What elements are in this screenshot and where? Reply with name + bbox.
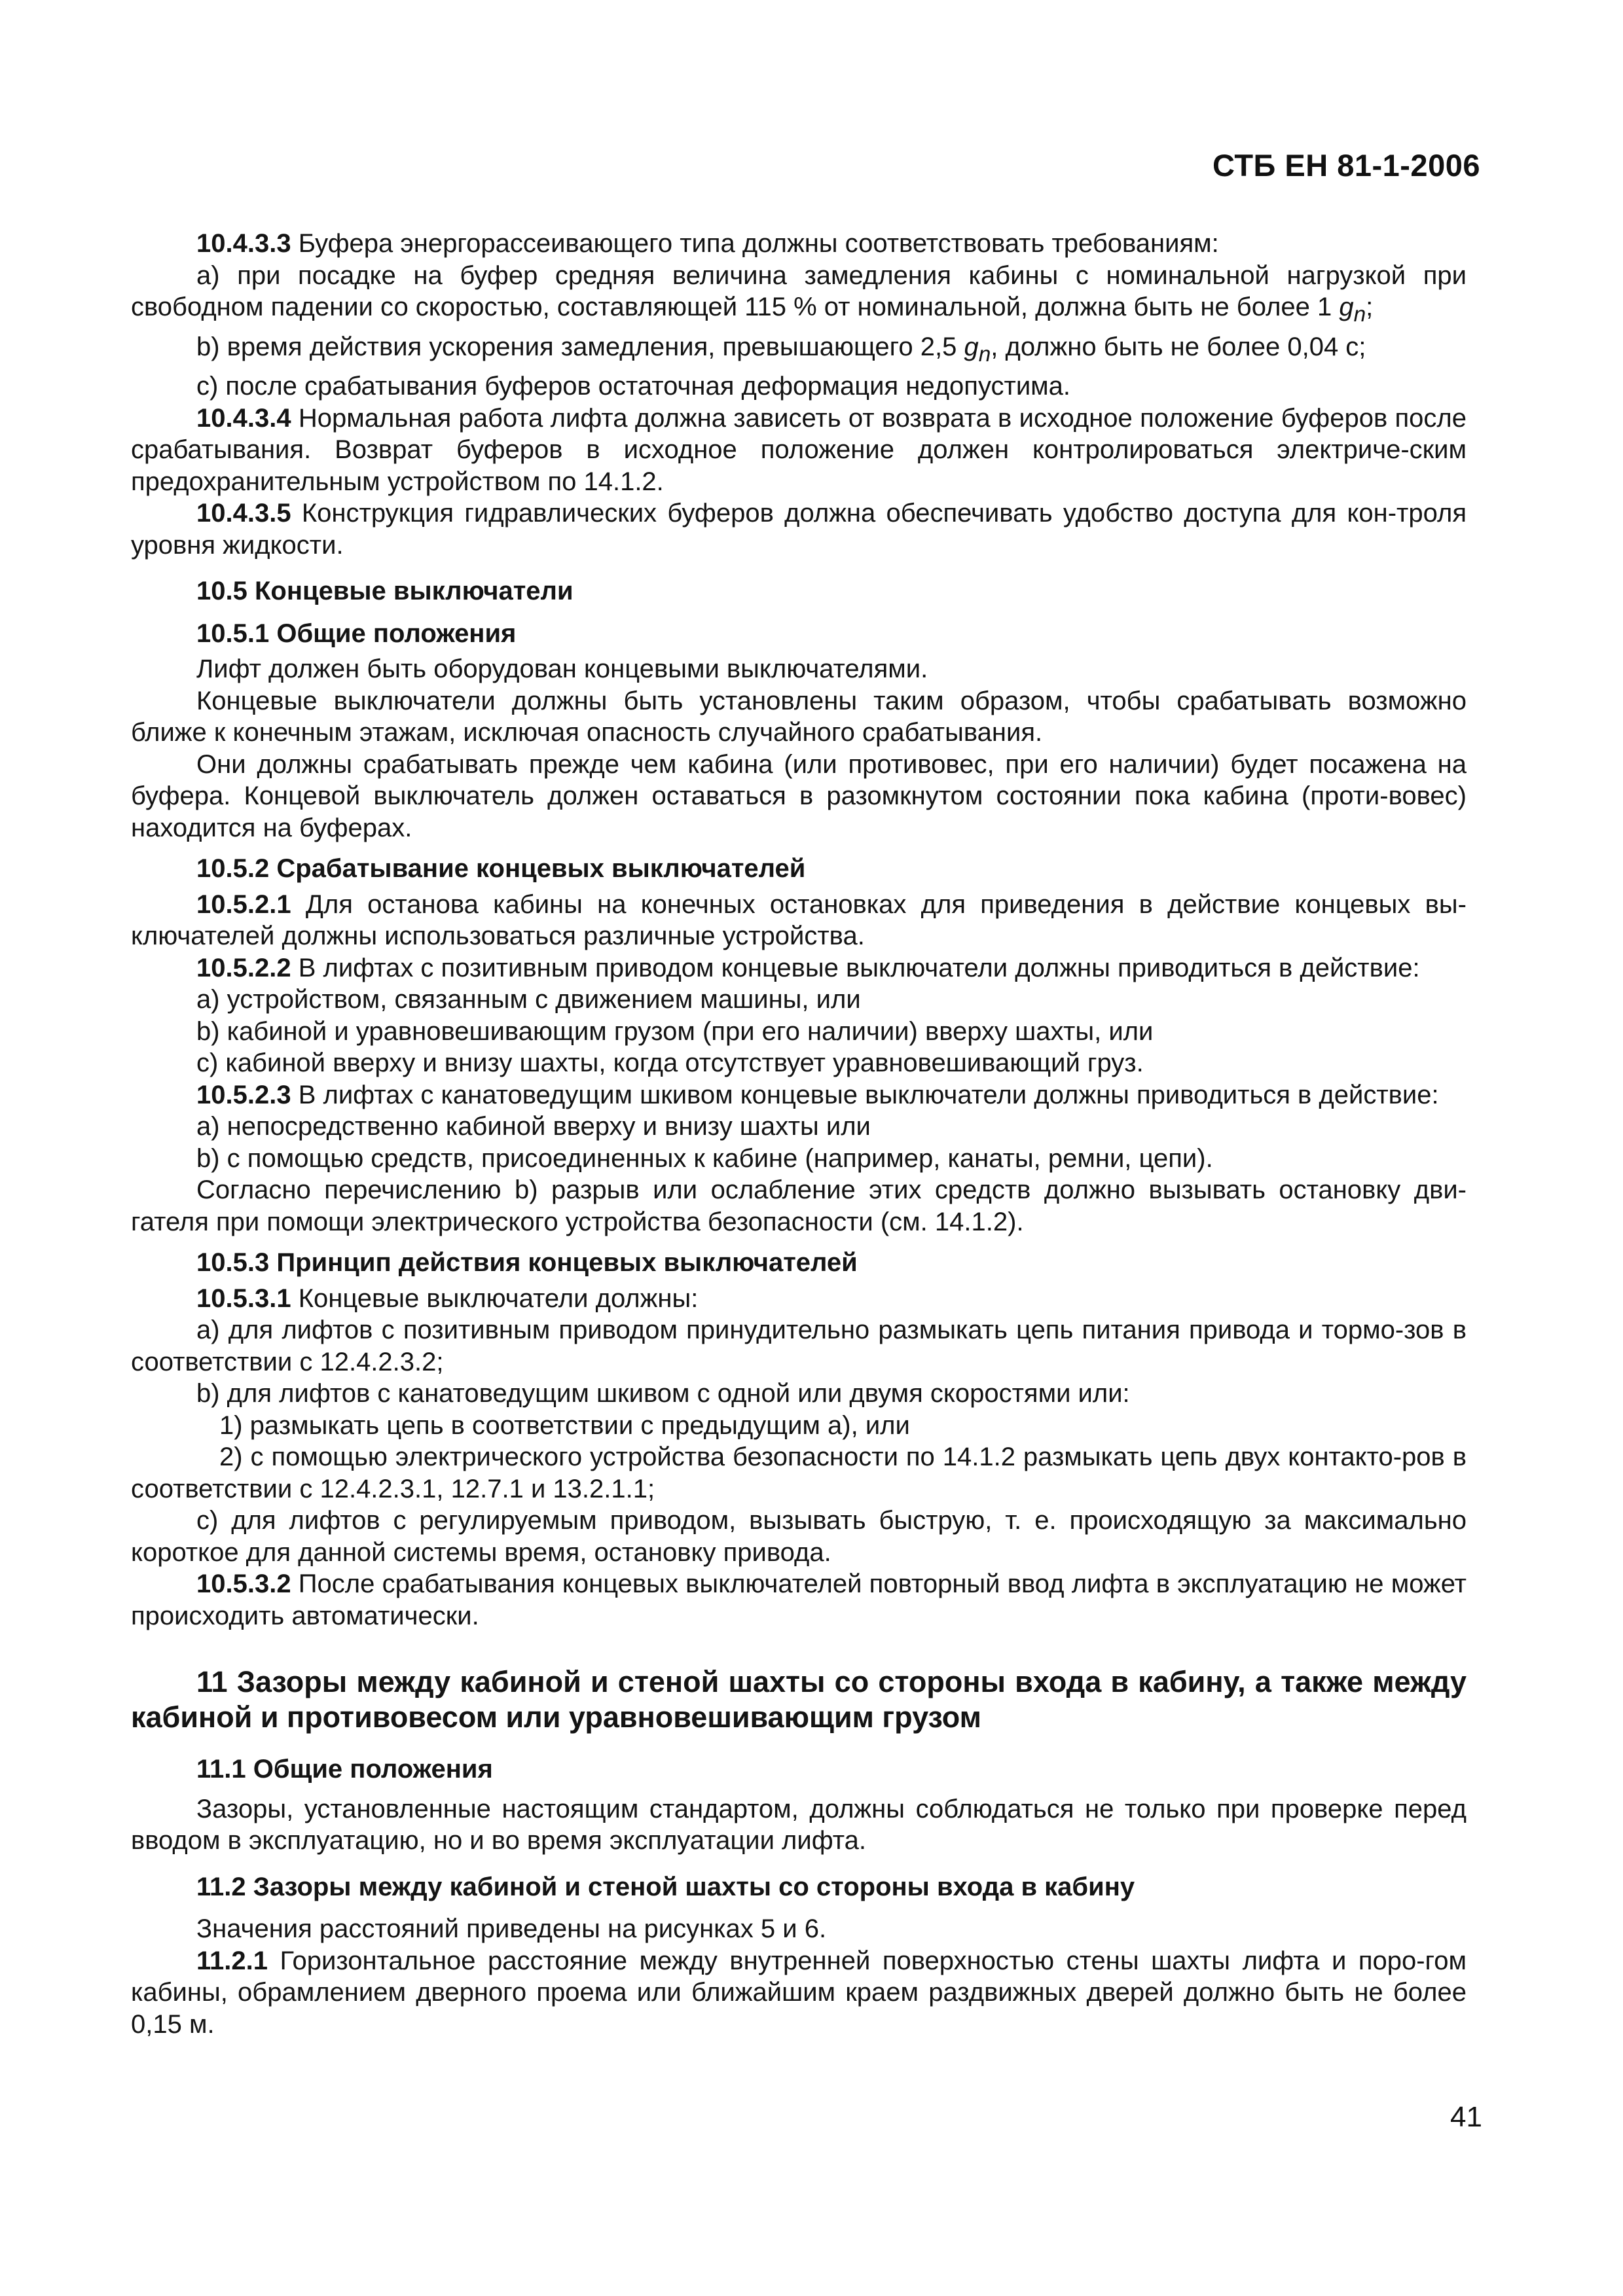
paragraph-10-4-3-3 xyxy=(131,228,1467,260)
clause-number: 10.4.3.5 xyxy=(196,499,291,528)
page-body xyxy=(131,228,1467,2040)
clause-number: 11.2.1 xyxy=(196,1946,268,1975)
heading-11-1: 11.1 Общие положения xyxy=(196,1755,493,1784)
list-item-a: а) непосредственно кабиной вверху и внизу шахты или xyxy=(196,1112,871,1141)
heading-10-5: 10.5 Концевые выключатели xyxy=(196,577,574,605)
paragraph: Они должны срабатывать прежде чем кабина (или противовес, при его наличии) будет посажена на буфера. Концевой выключатель должен оставаться в разомкнутом состоянии пока кабина (проти-вовес) находится на буферах. xyxy=(131,749,1467,842)
formula-var: g xyxy=(964,332,979,361)
paragraph: Согласно перечислению b) разрыв или ослабление этих средств должно вызывать остановку дви-гателя при помощи электрического устройства безопасности (см. 14.1.2). xyxy=(131,1175,1467,1236)
clause-number: 10.5.2.1 xyxy=(196,889,291,919)
paragraph: Значения расстояний приведены на рисунках 5 и 6. xyxy=(196,1914,827,1943)
clause-number: 10.5.3.1 xyxy=(196,1283,291,1313)
formula-var: g xyxy=(1339,293,1354,321)
section-heading-11: 11 Зазоры между кабиной и стеной шахты со стороны входа в кабину, а также между кабиной и противовесом или уравновешивающим грузом xyxy=(131,1665,1467,1734)
paragraph-10-5-2-1: 10.5.2.1 Для останова кабины на конечных остановках для приведения в действие концевых вы-ключателей должны использоваться различные устройства. xyxy=(131,889,1467,950)
paragraph-10-5-2-2: 10.5.2.2 В лифтах с позитивным приводом концевые выключатели должны приводиться в действие: xyxy=(196,953,1420,982)
list-item-c: с) кабиной вверху и внизу шахты, когда отсутствует уравновешивающий груз. xyxy=(196,1049,1144,1077)
heading-10-5-3: 10.5.3 Принцип действия концевых выключателей xyxy=(196,1248,858,1277)
heading-10-5-2: 10.5.2 Срабатывание концевых выключателей xyxy=(196,854,806,883)
clause-number: 10.5.2.2 xyxy=(196,953,291,982)
list-item-a: а) для лифтов с позитивным приводом принудительно размыкать цепь питания привода и тормо-зов в соответствии с 12.4.2.3.2; xyxy=(131,1316,1467,1376)
paragraph: Лифт должен быть оборудован концевыми выключателями. xyxy=(196,655,928,683)
paragraph-10-4-3-5: 10.4.3.5 Конструкция гидравлических буферов должна обеспечивать удобство доступа для кон-троля уровня жидкости. xyxy=(131,499,1467,560)
page-number: 41 xyxy=(1450,2101,1482,2133)
paragraph-10-5-3-1: 10.5.3.1 Концевые выключатели должны: xyxy=(196,1283,699,1313)
paragraph-11-2-1: 11.2.1 Горизонтальное расстояние между внутренней поверхностью стены шахты лифта и поро-гом кабины, обрамлением дверного проема или ближайшим краем раздвижных дверей должно быть не более 0,15 м. xyxy=(131,1946,1467,2039)
sub-list-item-2: 2) с помощью электрического устройства безопасности по 14.1.2 размыкать цепь двух контакто-ров в соответствии с 12.4.2.3.1, 12.7.1 и 13.2.1.1; xyxy=(131,1443,1467,1503)
clause-number: 10.4.3.3 xyxy=(196,229,291,258)
clause-number: 10.4.3.4 xyxy=(196,403,291,433)
paragraph-10-5-2-3: 10.5.2.3 В лифтах с канатоведущим шкивом концевые выключатели должны приводиться в действие: xyxy=(196,1080,1439,1109)
list-item-c: с) для лифтов с регулируемым приводом, вызывать быструю, т. е. происходящую за максимально короткое для данной системы время, остановку привода. xyxy=(131,1506,1467,1567)
paragraph-10-5-3-2: 10.5.3.2 После срабатывания концевых выключателей повторный ввод лифта в эксплуатацию не может происходить автоматически. xyxy=(131,1570,1467,1630)
clause-number: 10.5.2.3 xyxy=(196,1080,291,1109)
paragraph: Зазоры, установленные настоящим стандартом, должны соблюдаться не только при проверке перед вводом в эксплуатацию, но и во время эксплуатации лифта. xyxy=(131,1794,1467,1855)
list-item-c: с) после срабатывания буферов остаточная деформация недопустима. xyxy=(196,372,1071,401)
list-item-b: b) с помощью средств, присоединенных к кабине (например, канаты, ремни, цепи). xyxy=(196,1143,1213,1173)
list-item-b: b) кабиной и уравновешивающим грузом (при его наличии) вверху шахты, или xyxy=(196,1016,1154,1046)
heading-11-2: 11.2 Зазоры между кабиной и стеной шахты со стороны входа в кабину xyxy=(196,1872,1135,1901)
paragraph: Концевые выключатели должны быть установлены таким образом, чтобы срабатывать возможно ближе к конечным этажам, исключая опасность случайного срабатывания. xyxy=(131,686,1467,747)
list-item-a: а) устройством, связанным с движением машины, или xyxy=(196,985,861,1014)
list-item-b: b) время действия ускорения замедления, превышающего 2,5 $g_n$, должно быть не более 0,04 с; xyxy=(196,332,1366,367)
list-item-a: а) при посадке на буфер средняя величина замедления кабины с номинальной нагрузкой при свободном падении со скоростью, составляющей 115 % от номинальной, должна быть не более 1 $g_n$; xyxy=(131,260,1467,327)
clause-number: 10.5.3.2 xyxy=(196,1570,291,1598)
heading-10-5-1: 10.5.1 Общие положения xyxy=(196,619,517,648)
paragraph-text: Буфера энергорассеивающего типа должны соответствовать требованиям: xyxy=(291,229,1219,258)
list-item-b: b) для лифтов с канатоведущим шкивом с одной или двумя скоростями или: xyxy=(196,1379,1130,1408)
document-code-header: СТБ ЕН 81-1-2006 xyxy=(1213,148,1480,183)
sub-list-item-1: 1) размыкать цепь в соответствии с предыдущим а), или xyxy=(219,1410,910,1440)
paragraph-10-4-3-4: 10.4.3.4 Нормальная работа лифта должна зависеть от возврата в исходное положение буферов после срабатывания. Возврат буферов в исходное положение должен контролироваться электриче-ским предохранительным устройством по 14.1.2. xyxy=(131,403,1467,496)
